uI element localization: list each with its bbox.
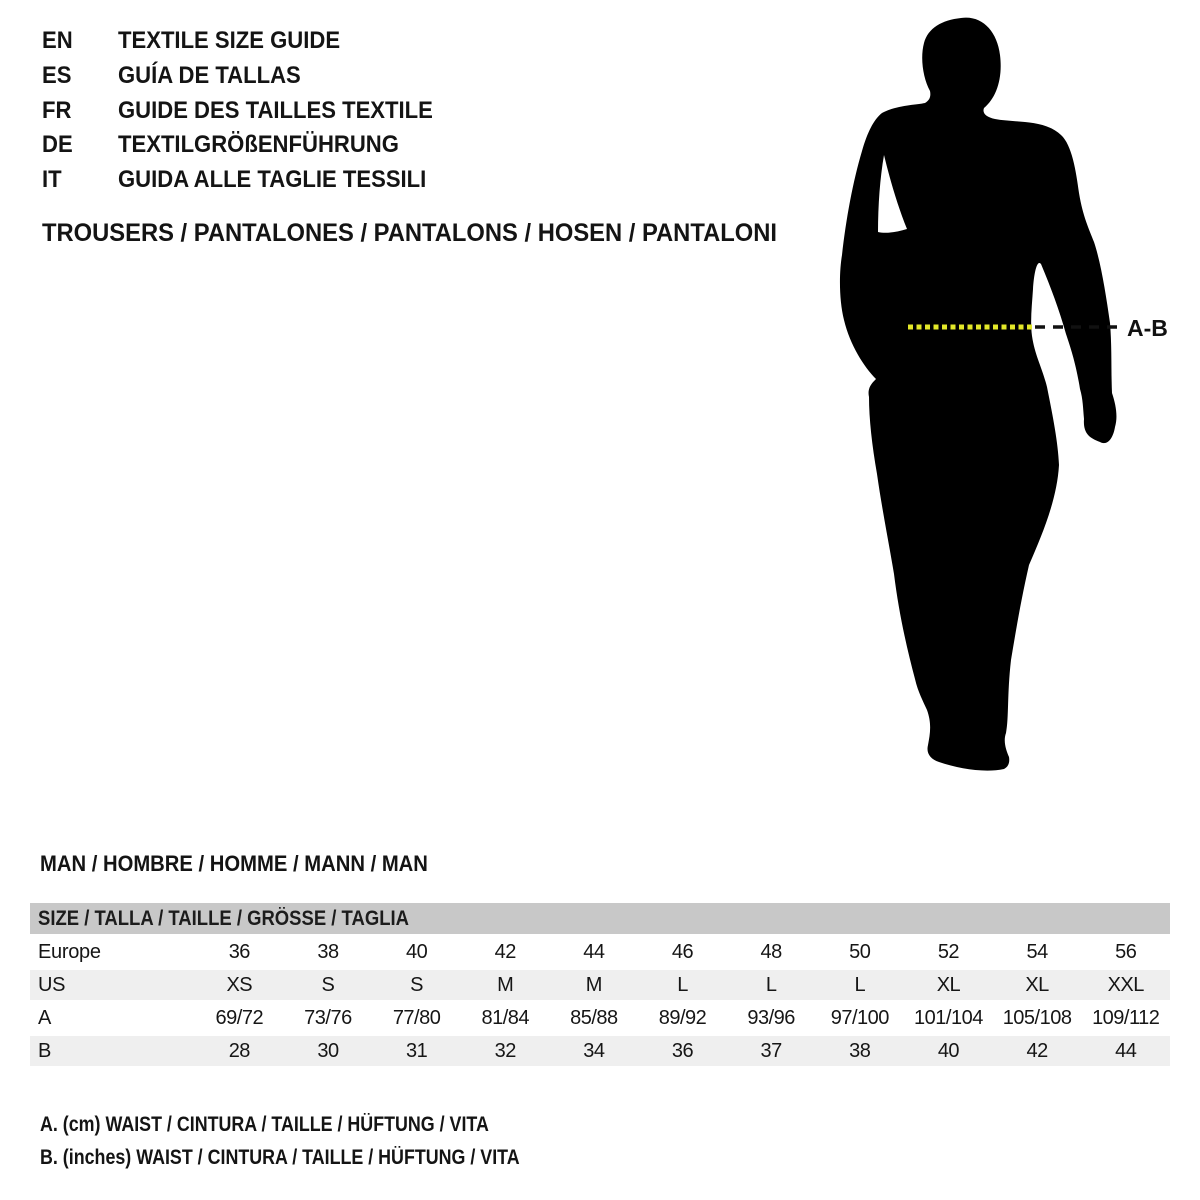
language-row [42, 94, 460, 129]
size-value: 42 [1026, 1039, 1048, 1062]
row-label: Europe [38, 940, 101, 963]
size-value: 36 [671, 1039, 694, 1062]
table-row-europe [30, 937, 1170, 967]
size-value: 32 [494, 1039, 516, 1062]
size-value: 48 [760, 940, 782, 963]
size-value: 46 [671, 940, 694, 963]
size-value: XS [226, 973, 253, 996]
size-value: 73/76 [304, 1006, 352, 1029]
table-row-us [30, 970, 1170, 1000]
language-code: FR [42, 96, 72, 124]
size-value: L [677, 973, 688, 996]
language-code: IT [42, 166, 62, 194]
language-row [42, 24, 460, 59]
man-silhouette [840, 18, 1116, 771]
table-header [30, 903, 1170, 934]
guide-title: GUÍA DE TALLAS [118, 61, 301, 89]
size-value: M [497, 973, 514, 996]
language-code: ES [42, 61, 72, 89]
size-value: 101/104 [914, 1006, 983, 1029]
size-value: 28 [228, 1039, 250, 1062]
guide-title: GUIDA ALLE TAGLIE TESSILI [118, 166, 427, 194]
row-label: B [38, 1039, 52, 1062]
garment-title [42, 219, 816, 247]
size-value: 31 [405, 1039, 428, 1062]
language-code: DE [42, 131, 73, 159]
language-row [42, 163, 460, 198]
size-value: 42 [494, 940, 516, 963]
footnotes [40, 1108, 604, 1174]
size-value: 36 [228, 940, 250, 963]
size-value: 40 [405, 940, 428, 963]
table-row-b-inches [30, 1036, 1170, 1066]
language-code: EN [42, 27, 73, 54]
man-figure [820, 5, 1200, 795]
size-value: 30 [317, 1039, 339, 1062]
size-value: L [854, 973, 866, 996]
guide-title: GUIDE DES TAILLES TEXTILE [118, 96, 433, 124]
table-header-text: SIZE / TALLA / TAILLE / GRÖSSE / TAGLIA [38, 906, 409, 930]
size-table [30, 903, 1170, 1069]
table-row-a-cm [30, 1003, 1170, 1033]
size-value: 40 [937, 1039, 960, 1062]
size-value: 93/96 [747, 1006, 795, 1029]
size-value: 38 [849, 1039, 871, 1062]
size-value: 89/92 [658, 1006, 707, 1029]
guide-title: TEXTILE SIZE GUIDE [118, 27, 341, 54]
size-value: 56 [1115, 940, 1137, 963]
size-value: 52 [937, 940, 960, 963]
language-list [42, 24, 460, 198]
size-value: 105/108 [1002, 1006, 1072, 1029]
size-value: S [410, 973, 424, 996]
size-value: 50 [849, 940, 871, 963]
size-value: XXL [1107, 973, 1144, 996]
size-value: 81/84 [481, 1006, 530, 1029]
size-value: XL [1025, 973, 1049, 996]
size-value: L [765, 973, 777, 996]
size-value: M [585, 973, 602, 996]
size-value: 77/80 [392, 1006, 441, 1029]
language-row [42, 59, 460, 94]
guide-title: TEXTILGRÖßENFÜHRUNG [118, 131, 399, 159]
size-value: 38 [317, 940, 339, 963]
size-value: 85/88 [570, 1006, 618, 1029]
size-value: 37 [760, 1039, 782, 1062]
row-label: A [38, 1006, 52, 1029]
size-value: S [321, 973, 335, 996]
size-value: 109/112 [1092, 1006, 1160, 1029]
waist-label: A-B [1127, 315, 1168, 341]
size-value: 34 [583, 1039, 605, 1062]
footnote-a [40, 1108, 604, 1141]
size-value: 44 [1115, 1039, 1137, 1062]
size-value: 97/100 [830, 1006, 889, 1029]
row-label: US [38, 973, 66, 996]
size-value: 44 [583, 940, 605, 963]
section-title [40, 851, 462, 877]
size-value: 54 [1026, 940, 1048, 963]
footnote-b-text: B. (inches) WAIST / CINTURA / TAILLE / HÜFTUNG / VITA [40, 1146, 520, 1169]
size-value: XL [936, 973, 961, 996]
language-row [42, 128, 460, 163]
garment-title-text: TROUSERS / PANTALONES / PANTALONS / HOSEN / PANTALONI [42, 219, 777, 247]
footnote-a-text: A. (cm) WAIST / CINTURA / TAILLE / HÜFTUNG / VITA [40, 1113, 489, 1136]
footnote-b [40, 1141, 604, 1174]
size-value: 69/72 [215, 1006, 264, 1029]
figure-area [820, 5, 1200, 795]
section-title-text: MAN / HOMBRE / HOMME / MANN / MAN [40, 851, 428, 876]
